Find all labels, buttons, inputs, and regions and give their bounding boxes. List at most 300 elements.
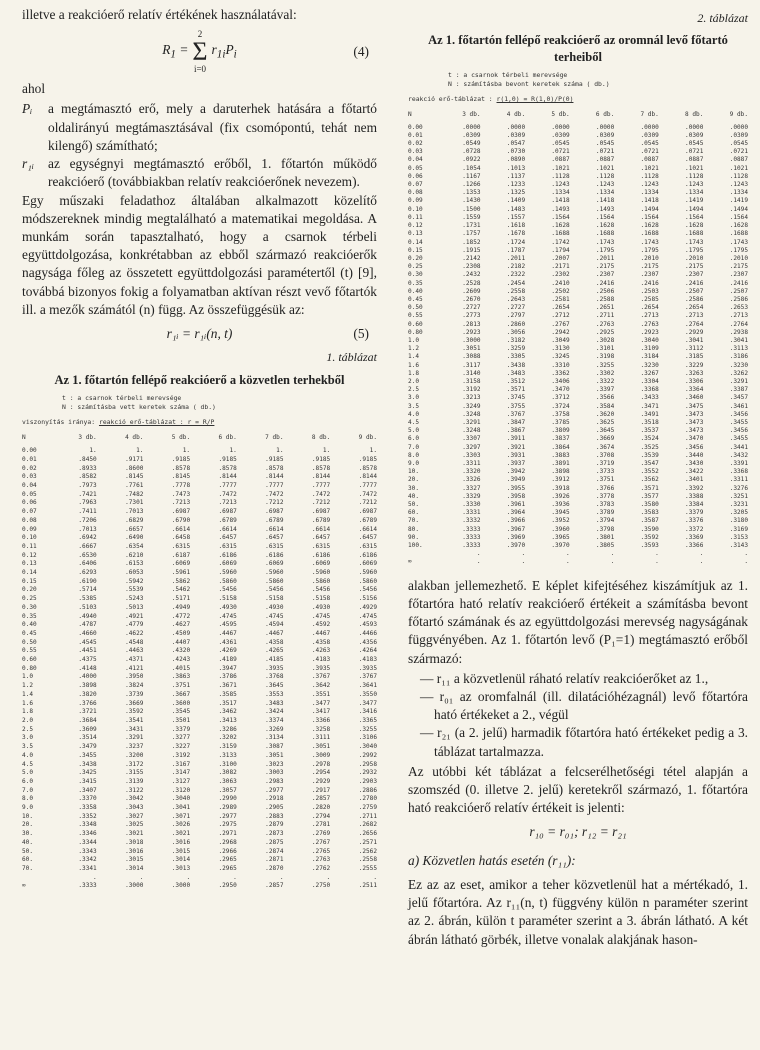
column-header: 6 db. — [218, 434, 237, 442]
value-cell: .3949 — [506, 476, 526, 484]
value-cell: .6987 — [171, 508, 191, 516]
value-cell: .3501 — [171, 716, 191, 724]
row-label-cell: 0.80 — [22, 664, 37, 672]
value-cell: .0000 — [506, 123, 526, 131]
value-cell: .6614 — [311, 525, 331, 533]
value-cell: .7411 — [78, 508, 97, 516]
value-cell: .3180 — [729, 517, 748, 525]
value-cell: .1731 — [462, 222, 481, 230]
value-cell: .3000 — [171, 882, 191, 890]
equation-5 — [22, 325, 377, 343]
value-cell: .2820 — [311, 804, 331, 812]
value-cell: .3127 — [171, 777, 191, 785]
value-cell: .4929 — [358, 603, 377, 611]
value-cell: .2511 — [358, 882, 377, 890]
value-cell: .6987 — [265, 508, 284, 516]
table-row — [22, 769, 377, 778]
value-cell: .1353 — [462, 189, 481, 197]
value-cell: .3470 — [551, 386, 570, 394]
value-cell: . — [373, 873, 377, 881]
value-cell: .4183 — [311, 656, 331, 664]
value-cell: .4745 — [358, 612, 377, 620]
value-cell: .4921 — [125, 612, 144, 620]
row-label-cell: 0.10 — [408, 205, 423, 213]
value-cell: .3213 — [462, 394, 481, 402]
value-cell: .2860 — [506, 320, 526, 328]
value-cell: .6293 — [78, 569, 97, 577]
value-cell: .3258 — [311, 725, 331, 733]
value-cell: .2923 — [640, 328, 659, 336]
value-cell: .6186 — [311, 551, 331, 559]
value-cell: .3593 — [640, 542, 659, 550]
table-row — [408, 468, 748, 476]
value-cell: .9185 — [218, 455, 237, 463]
value-cell: .3025 — [125, 821, 144, 829]
value-cell: .3120 — [171, 786, 191, 794]
value-cell: .9171 — [125, 455, 144, 463]
table-row — [22, 456, 377, 465]
row-label-cell: 3.0 — [408, 394, 420, 402]
value-cell: .8582 — [78, 473, 97, 481]
value-cell: .7212 — [265, 499, 284, 507]
value-cell: .3329 — [462, 492, 481, 500]
value-cell: .6614 — [358, 525, 377, 533]
row-label-cell: 40. — [408, 492, 420, 500]
value-cell: .1678 — [506, 230, 526, 238]
value-cell: .2857 — [311, 795, 331, 803]
value-cell: .3455 — [729, 435, 748, 443]
value-cell: .3041 — [171, 804, 191, 812]
value-cell: .2873 — [265, 830, 284, 838]
row-label-cell: 0.14 — [22, 569, 37, 577]
value-cell: .2142 — [462, 254, 481, 262]
row-label-cell: 100. — [408, 542, 423, 550]
value-cell: .6789 — [311, 516, 331, 524]
row-label-cell: 6.0 — [22, 777, 34, 785]
value-cell: .2651 — [595, 304, 615, 312]
table-1 — [22, 434, 377, 891]
value-cell: .2925 — [595, 328, 615, 336]
value-cell: .7963 — [78, 499, 97, 507]
value-cell: .3021 — [171, 830, 191, 838]
value-cell: .1128 — [551, 172, 570, 180]
value-cell: .0549 — [462, 140, 481, 148]
value-cell: .2794 — [311, 812, 331, 820]
value-cell: .1494 — [685, 205, 704, 213]
value-cell: .3026 — [171, 821, 191, 829]
value-cell: .1243 — [685, 181, 704, 189]
value-cell: .1557 — [506, 213, 526, 221]
row-label-cell: 0.40 — [22, 621, 37, 629]
value-cell: .0309 — [506, 131, 526, 139]
table-2 — [408, 111, 748, 566]
row-label-cell: 0.60 — [22, 656, 37, 664]
value-cell: .2182 — [506, 263, 526, 271]
table-row — [408, 247, 748, 255]
value-cell: .3155 — [125, 769, 144, 777]
row-label-cell: 0.45 — [22, 629, 37, 637]
value-cell: .3883 — [551, 451, 570, 459]
value-cell: .2416 — [595, 279, 615, 287]
value-cell: .3824 — [125, 682, 144, 690]
value-cell: .3921 — [506, 443, 526, 451]
value-cell: .1915 — [462, 246, 481, 254]
value-cell: .7206 — [78, 516, 97, 524]
sigma: Σ — [192, 37, 208, 67]
value-cell: .3000 — [125, 882, 144, 890]
value-cell: .2874 — [265, 847, 284, 855]
value-cell: .8144 — [311, 473, 331, 481]
table-1-title: Az 1. főtartón fellépő reakcióerő a közvetlen terhekből — [54, 372, 345, 387]
value-cell: .3304 — [640, 377, 659, 385]
value-cell: .3407 — [78, 786, 97, 794]
value-cell: .2883 — [265, 812, 284, 820]
value-cell: .8933 — [78, 464, 97, 472]
value-cell: .3372 — [685, 525, 704, 533]
row-label-cell: 0.01 — [408, 131, 423, 139]
value-cell: .7212 — [311, 499, 331, 507]
table-1-label: 1. táblázat — [326, 350, 377, 365]
value-cell: .3625 — [595, 418, 615, 426]
value-cell: .1021 — [685, 164, 704, 172]
row-label-cell: 0.00 — [22, 447, 37, 455]
row-label-cell: 0.55 — [22, 647, 37, 655]
column-header: 8 db. — [685, 111, 704, 119]
table-row — [408, 435, 748, 443]
value-cell: .6354 — [125, 542, 144, 550]
value-cell: .3950 — [125, 673, 144, 681]
row-label-cell: 0.25 — [22, 595, 37, 603]
value-cell: .1419 — [685, 197, 704, 205]
table-row — [22, 708, 377, 717]
value-cell: .1628 — [685, 222, 704, 230]
value-cell: .7777 — [311, 482, 331, 489]
value-cell: .3016 — [171, 838, 191, 846]
value-cell: .3518 — [640, 418, 659, 426]
value-cell: .3525 — [640, 443, 659, 451]
value-cell: .3172 — [125, 760, 144, 768]
value-cell: .2992 — [358, 751, 377, 759]
value-cell: .3200 — [125, 751, 144, 759]
value-cell: .9185 — [311, 455, 331, 463]
value-cell: .6457 — [218, 534, 237, 542]
row-label-cell: 0.25 — [408, 263, 423, 271]
value-cell: .3040 — [358, 743, 377, 751]
value-cell: .2609 — [462, 287, 481, 295]
value-cell: .5714 — [78, 586, 97, 594]
value-cell: .3379 — [685, 509, 704, 517]
value-cell: .1021 — [729, 164, 748, 172]
legend-t-2: t : a csarnok térbeli merevsége — [448, 70, 568, 79]
value-cell: .2968 — [218, 838, 237, 846]
row-label-cell: 0.05 — [22, 490, 37, 498]
table-1-header-row — [22, 434, 377, 447]
value-cell: .6315 — [358, 542, 377, 550]
value-cell: .2307 — [640, 271, 659, 279]
table-row — [22, 682, 377, 691]
value-cell: .7973 — [78, 482, 97, 489]
value-cell: .2938 — [729, 328, 748, 336]
value-cell: .3014 — [171, 856, 191, 864]
row-label-cell: 0.09 — [22, 525, 37, 533]
value-cell: . — [139, 873, 144, 881]
value-cell: .3185 — [685, 353, 704, 361]
value-cell: .1334 — [685, 189, 704, 197]
value-cell: .1021 — [595, 164, 615, 172]
value-cell: .3041 — [729, 336, 748, 344]
value-cell: .2759 — [358, 804, 377, 812]
value-cell: .8578 — [265, 464, 284, 472]
value-cell: .4660 — [78, 629, 97, 637]
value-cell: .2942 — [551, 328, 570, 336]
row-label-cell: 90. — [408, 533, 420, 541]
table-row — [22, 613, 377, 622]
value-cell: .5960 — [358, 569, 377, 577]
row-label-cell: 1.6 — [408, 361, 420, 369]
row-label-cell: 0.06 — [22, 499, 37, 507]
value-cell: .7301 — [125, 499, 144, 507]
value-cell: .2762 — [311, 864, 331, 872]
value-cell: .3368 — [640, 386, 659, 394]
table-row — [408, 452, 748, 460]
eq4-number: (4) — [353, 44, 369, 60]
table-row — [22, 560, 377, 569]
row-label-cell: 0.07 — [408, 181, 423, 189]
value-cell: .3277 — [171, 734, 191, 742]
value-cell: .4371 — [125, 656, 144, 664]
value-cell: .2797 — [506, 312, 526, 320]
value-cell: .0309 — [595, 131, 615, 139]
value-cell: .3018 — [125, 838, 144, 846]
value-cell: .7213 — [218, 499, 237, 507]
column-header: 6 db. — [595, 111, 615, 119]
value-cell: .1628 — [551, 222, 570, 230]
row-label-cell: 30. — [408, 484, 420, 492]
value-cell: .2432 — [462, 271, 481, 279]
value-cell: .4509 — [171, 629, 191, 637]
value-cell: .3255 — [595, 361, 615, 369]
value-cell: .2410 — [551, 279, 570, 287]
def-text-r: az egységnyi megtámasztó erőből, 1. főtartón működő reakcióerő (továbbiakban relatív reakcióerőnek nevezem). — [48, 156, 377, 190]
value-cell: .3758 — [551, 410, 570, 418]
row-label-cell: 0.12 — [408, 222, 423, 230]
def-text-p: a megtámasztó erő, mely a daruterhek hatására a főtartó oldalirányú megtámasztásával (fix csomópontú, tehát nem kilengő) számítható; — [48, 101, 377, 153]
table-row — [22, 534, 377, 543]
value-cell: .1418 — [551, 197, 570, 205]
value-cell: .3911 — [506, 435, 526, 443]
value-cell: .3051 — [311, 743, 331, 751]
table-row — [22, 795, 377, 804]
value-cell: .0309 — [729, 131, 748, 139]
value-cell: .3438 — [506, 361, 526, 369]
value-cell: .3133 — [218, 751, 237, 759]
value-cell: .1743 — [640, 238, 659, 246]
value-cell: .1795 — [595, 246, 615, 254]
value-cell: .6069 — [171, 560, 191, 568]
value-cell: .5013 — [125, 603, 144, 611]
table-1-reference — [22, 418, 377, 427]
value-cell: .2879 — [265, 821, 284, 829]
value-cell: .8578 — [218, 464, 237, 472]
value-cell: .7778 — [171, 482, 191, 489]
value-cell: .3384 — [685, 501, 704, 508]
value-cell: .2990 — [218, 795, 237, 803]
value-cell: .1334 — [595, 189, 615, 197]
table-row — [22, 700, 377, 709]
table-row — [408, 280, 748, 288]
value-cell: .1757 — [462, 230, 481, 238]
value-cell: .3352 — [78, 812, 97, 820]
value-cell: .3186 — [729, 353, 748, 361]
value-cell: . — [279, 873, 284, 881]
value-cell: .3641 — [358, 682, 377, 690]
value-cell: .3365 — [358, 716, 377, 724]
value-cell: .1334 — [640, 189, 659, 197]
value-cell: .3483 — [265, 699, 284, 707]
value-cell: .3305 — [506, 353, 526, 361]
row-label-cell: 1.8 — [408, 369, 420, 377]
value-cell: .3286 — [218, 725, 237, 733]
value-cell: .3416 — [358, 708, 377, 716]
value-cell: .4375 — [78, 656, 97, 664]
value-cell: .3863 — [171, 673, 191, 681]
value-cell: .3952 — [551, 517, 570, 525]
row-label-cell: 10. — [22, 812, 34, 820]
value-cell: .3147 — [171, 769, 191, 777]
column-header: 9 db. — [729, 111, 748, 119]
value-cell: .6458 — [171, 534, 191, 542]
column-header: 5 db. — [171, 434, 191, 442]
table-row — [408, 370, 748, 378]
row-label-cell: 60. — [408, 509, 420, 517]
value-cell: .2978 — [311, 760, 331, 768]
value-cell: .2555 — [358, 864, 377, 872]
value-cell: .3491 — [640, 410, 659, 418]
value-cell: .3955 — [506, 484, 526, 492]
value-cell: .7421 — [78, 490, 97, 498]
value-cell: .3343 — [78, 847, 97, 855]
value-cell: . — [610, 558, 615, 566]
value-cell: .4407 — [171, 638, 191, 646]
value-cell: . — [699, 550, 704, 558]
row-label-cell: 0.14 — [408, 238, 423, 246]
value-cell: .3249 — [462, 402, 481, 410]
value-cell: .3406 — [551, 377, 570, 385]
value-cell: .2932 — [358, 769, 377, 777]
value-cell: .3456 — [685, 443, 704, 451]
value-cell: .3169 — [729, 525, 748, 533]
value-cell: .2585 — [640, 295, 659, 303]
value-cell: .3433 — [640, 394, 659, 402]
value-cell: .3205 — [729, 509, 748, 517]
row-label-cell: 40. — [22, 838, 34, 846]
value-cell: . — [566, 550, 570, 558]
value-cell: .3739 — [125, 690, 144, 698]
value-cell: .4463 — [125, 647, 144, 655]
value-cell: .3023 — [265, 760, 284, 768]
value-cell: .3645 — [595, 427, 615, 435]
value-cell: .6790 — [171, 516, 191, 524]
value-cell: .2918 — [265, 795, 284, 803]
value-cell: .2769 — [311, 830, 331, 838]
value-cell: .2175 — [595, 263, 615, 271]
value-cell: . — [610, 550, 615, 558]
value-cell: .4627 — [171, 621, 191, 629]
value-cell: .0721 — [551, 148, 570, 156]
value-cell: .2965 — [218, 856, 237, 864]
value-cell: .2958 — [358, 760, 377, 768]
value-cell: .2923 — [462, 328, 481, 336]
value-cell: .3348 — [78, 821, 97, 829]
value-cell: .3139 — [125, 777, 144, 785]
value-cell: .9185 — [171, 455, 191, 463]
value-cell: .2307 — [729, 271, 748, 279]
eq4-lhs-sub: 1 — [170, 48, 176, 61]
value-cell: .3767 — [506, 410, 526, 418]
value-cell: .1742 — [551, 238, 570, 246]
value-cell: .2588 — [595, 295, 615, 303]
value-cell: .3387 — [729, 386, 748, 394]
value-cell: .3600 — [171, 699, 191, 707]
value-cell: .3269 — [265, 725, 284, 733]
value-cell: .4243 — [171, 656, 191, 664]
row-label-cell: 80. — [408, 525, 420, 533]
value-cell: .8144 — [218, 473, 237, 481]
value-cell: .3237 — [125, 743, 144, 751]
value-cell: .2654 — [551, 304, 570, 312]
row-label-cell: 0.04 — [22, 482, 37, 489]
sum-top: 2 — [197, 29, 203, 40]
row-label-cell: 0.30 — [22, 603, 37, 611]
value-cell: .3571 — [506, 386, 526, 394]
value-cell: .3864 — [551, 443, 570, 451]
value-cell: .6457 — [311, 534, 331, 542]
value-cell: .3327 — [462, 484, 481, 492]
value-cell: .0309 — [685, 131, 704, 139]
value-cell: .1493 — [595, 205, 615, 213]
value-cell: .3109 — [640, 345, 659, 353]
value-cell: .4148 — [78, 664, 97, 672]
table-row — [22, 465, 377, 474]
row-label-cell: 60. — [22, 856, 34, 864]
value-cell: .1724 — [506, 238, 526, 246]
value-cell: .3088 — [462, 353, 481, 361]
value-cell: .3113 — [729, 345, 748, 353]
value-cell: .1794 — [551, 246, 570, 254]
value-cell: .3719 — [595, 459, 615, 467]
value-cell: .5462 — [171, 586, 191, 594]
value-cell: .0309 — [551, 131, 570, 139]
value-cell: .1743 — [729, 238, 748, 246]
value-cell: .3051 — [462, 345, 481, 353]
table-row — [408, 444, 748, 452]
value-cell: .6153 — [125, 560, 144, 568]
table-row — [22, 752, 377, 761]
row-label-cell: 2.0 — [22, 716, 34, 724]
value-cell: .2750 — [311, 882, 331, 890]
value-cell: 1. — [89, 447, 97, 455]
column-header: 3 db. — [462, 111, 481, 119]
value-cell: .1334 — [551, 189, 570, 197]
row-label-cell: 0.15 — [408, 246, 423, 254]
row-label-cell: 70. — [22, 864, 34, 872]
value-cell: .5960 — [218, 569, 237, 577]
value-cell: .2322 — [506, 271, 526, 279]
sum-bottom: i=0 — [193, 64, 207, 75]
value-cell: .5158 — [265, 595, 284, 603]
value-cell: .2581 — [551, 295, 570, 303]
equation-6: r₁₀ = r₀₁; r₁₂ = r₂₁ — [529, 824, 627, 840]
